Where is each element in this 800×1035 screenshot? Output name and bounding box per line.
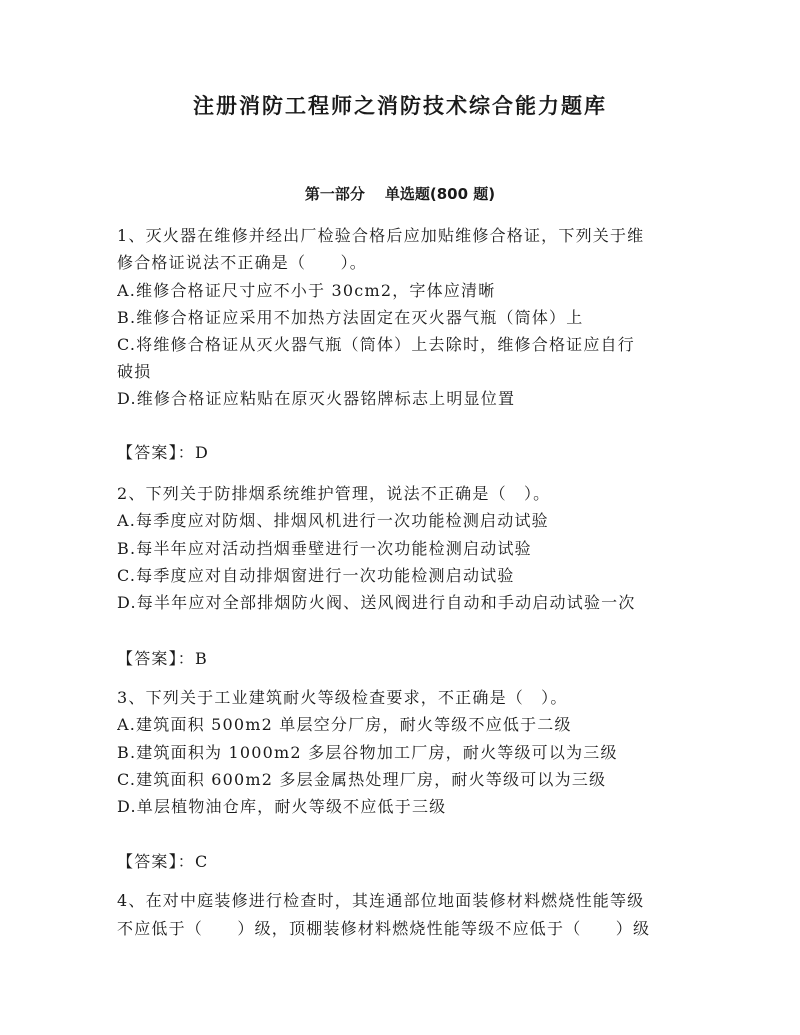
question-1-option-a: A.维修合格证尺寸应不小于 30cm2，字体应清晰	[117, 281, 496, 300]
question-3-option-d: D.单层植物油仓库，耐火等级不应低于三级	[117, 797, 447, 816]
question-3-option-b: B.建筑面积为 1000m2 多层谷物加工厂房，耐火等级可以为三级	[117, 743, 618, 762]
question-1-stem-line-1: 1、灭火器在维修并经出厂检验合格后应加贴维修合格证，下列关于维	[117, 226, 645, 245]
question-2-option-c: C.每季度应对自动排烟窗进行一次功能检测启动试验	[117, 566, 515, 585]
document-title: 注册消防工程师之消防技术综合能力题库	[193, 94, 607, 118]
section-part: 第一部分	[304, 185, 365, 203]
question-1-option-c-line-2: 破损	[117, 362, 152, 381]
question-1-option-b: B.维修合格证应采用不加热方法固定在灭火器气瓶（筒体）上	[117, 308, 584, 327]
question-3-stem-line-1: 3、下列关于工业建筑耐火等级检查要求，不正确是（ ）。	[117, 688, 568, 707]
question-2-option-a: A.每季度应对防烟、排烟风机进行一次功能检测启动试验	[117, 511, 549, 530]
section-name: 单选题(800 题)	[384, 185, 496, 203]
question-2-stem-line-1: 2、下列关于防排烟系统维护管理，说法不正确是（ ）。	[117, 484, 551, 503]
question-2-answer: 【答案】：B	[117, 649, 208, 668]
question-2-option-b: B.每半年应对活动挡烟垂壁进行一次功能检测启动试验	[117, 539, 532, 558]
section-heading	[0, 183, 800, 204]
question-2-option-d: D.每半年应对全部排烟防火阀、送风阀进行自动和手动启动试验一次	[117, 593, 636, 612]
question-1-option-c-line-1: C.将维修合格证从灭火器气瓶（筒体）上去除时，维修合格证应自行	[117, 335, 635, 354]
question-3-answer: 【答案】：C	[117, 852, 209, 871]
question-1-stem-line-2: 修合格证说法不正确是（ ）。	[117, 253, 368, 272]
question-4-stem-line-1: 4、在对中庭装修进行检查时，其连通部位地面装修材料燃烧性能等级	[117, 891, 645, 910]
question-1-answer: 【答案】：D	[117, 443, 210, 462]
question-3-option-a: A.建筑面积 500m2 单层空分厂房，耐火等级不应低于二级	[117, 715, 572, 734]
question-3-option-c: C.建筑面积 600m2 多层金属热处理厂房，耐火等级可以为三级	[117, 770, 607, 789]
question-4-stem-line-2: 不应低于（ ）级，顶棚装修材料燃烧性能等级不应低于（ ）级	[117, 919, 651, 938]
question-1-option-d: D.维修合格证应粘贴在原灭火器铭牌标志上明显位置	[117, 389, 516, 408]
